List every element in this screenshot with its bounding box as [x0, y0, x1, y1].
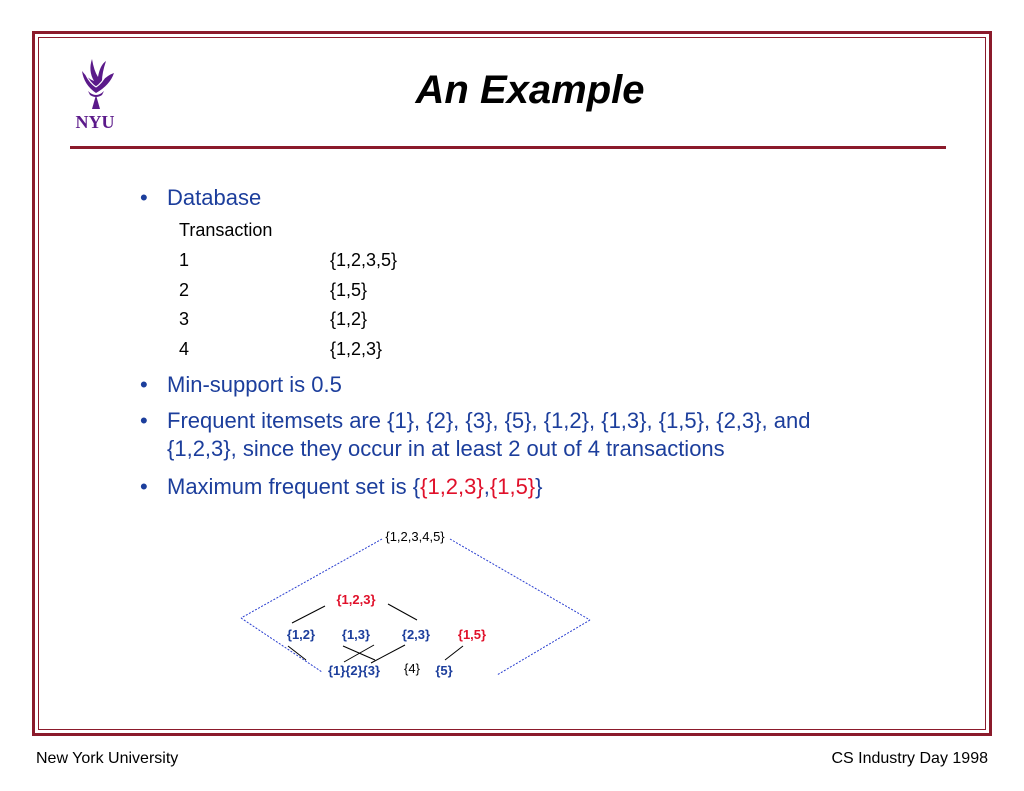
table-row-id: 3 — [179, 309, 190, 329]
maximum-suffix: } — [535, 474, 543, 499]
table-row-items: {1,2,3} — [330, 339, 383, 359]
lattice-edge — [388, 604, 417, 620]
nyu-logo-text: NYU — [75, 112, 115, 132]
lattice-node-12: {1,2} — [286, 627, 316, 642]
table-row-id: 1 — [179, 250, 190, 270]
bullet-min-support-label: Min-support is 0.5 — [167, 372, 342, 397]
lattice-node-123: {1,2,3} — [336, 592, 376, 607]
footer-left: New York University — [36, 750, 179, 767]
bullet-frequent-line2: {1,2,3}, since they occur in at least 2 out of 4 transactions — [167, 436, 725, 461]
lattice-node-4: {4} — [404, 661, 420, 676]
lattice-node-singletons: {1}{2}{3} — [327, 663, 381, 678]
lattice-boundary — [241, 539, 590, 675]
table-row-items: {1,2} — [330, 309, 368, 329]
lattice-edge — [288, 646, 306, 660]
lattice-node-13: {1,3} — [341, 627, 371, 642]
maximum-prefix: Maximum frequent set is { — [167, 474, 421, 499]
maximum-comma: , — [483, 474, 490, 499]
lattice-edge — [344, 645, 374, 662]
boundary-edge — [497, 620, 590, 675]
bullet-dot: • — [140, 474, 148, 499]
boundary-edge — [450, 539, 590, 620]
lattice-node-15: {1,5} — [457, 627, 487, 642]
lattice-node-5: {5} — [435, 663, 453, 678]
lattice-node-top: {1,2,3,4,5} — [385, 529, 445, 544]
bullet-dot: • — [140, 185, 148, 210]
bullet-dot: • — [140, 408, 148, 433]
maximum-set-15: {1,5} — [489, 474, 536, 499]
table-row-id: 2 — [179, 280, 190, 300]
bullet-dot: • — [140, 372, 148, 397]
bullet-database-label: Database — [167, 185, 262, 210]
lattice-edge — [292, 606, 325, 623]
lattice-edge — [371, 645, 405, 663]
table-row-items: {1,5} — [330, 280, 368, 300]
footer-right: CS Industry Day 1998 — [831, 750, 988, 767]
table-row-id: 4 — [179, 339, 190, 359]
maximum-set-123: {1,2,3} — [420, 474, 484, 499]
lattice-node-23: {2,3} — [401, 627, 431, 642]
bullet-frequent-line1: Frequent itemsets are {1}, {2}, {3}, {5}, {1,2}, {1,3}, {1,5}, {2,3}, and — [167, 408, 811, 433]
table-header: Transaction — [179, 220, 273, 240]
slide-title: An Example — [415, 68, 645, 112]
table-row-items: {1,2,3,5} — [330, 250, 398, 270]
lattice-edge — [445, 646, 463, 660]
